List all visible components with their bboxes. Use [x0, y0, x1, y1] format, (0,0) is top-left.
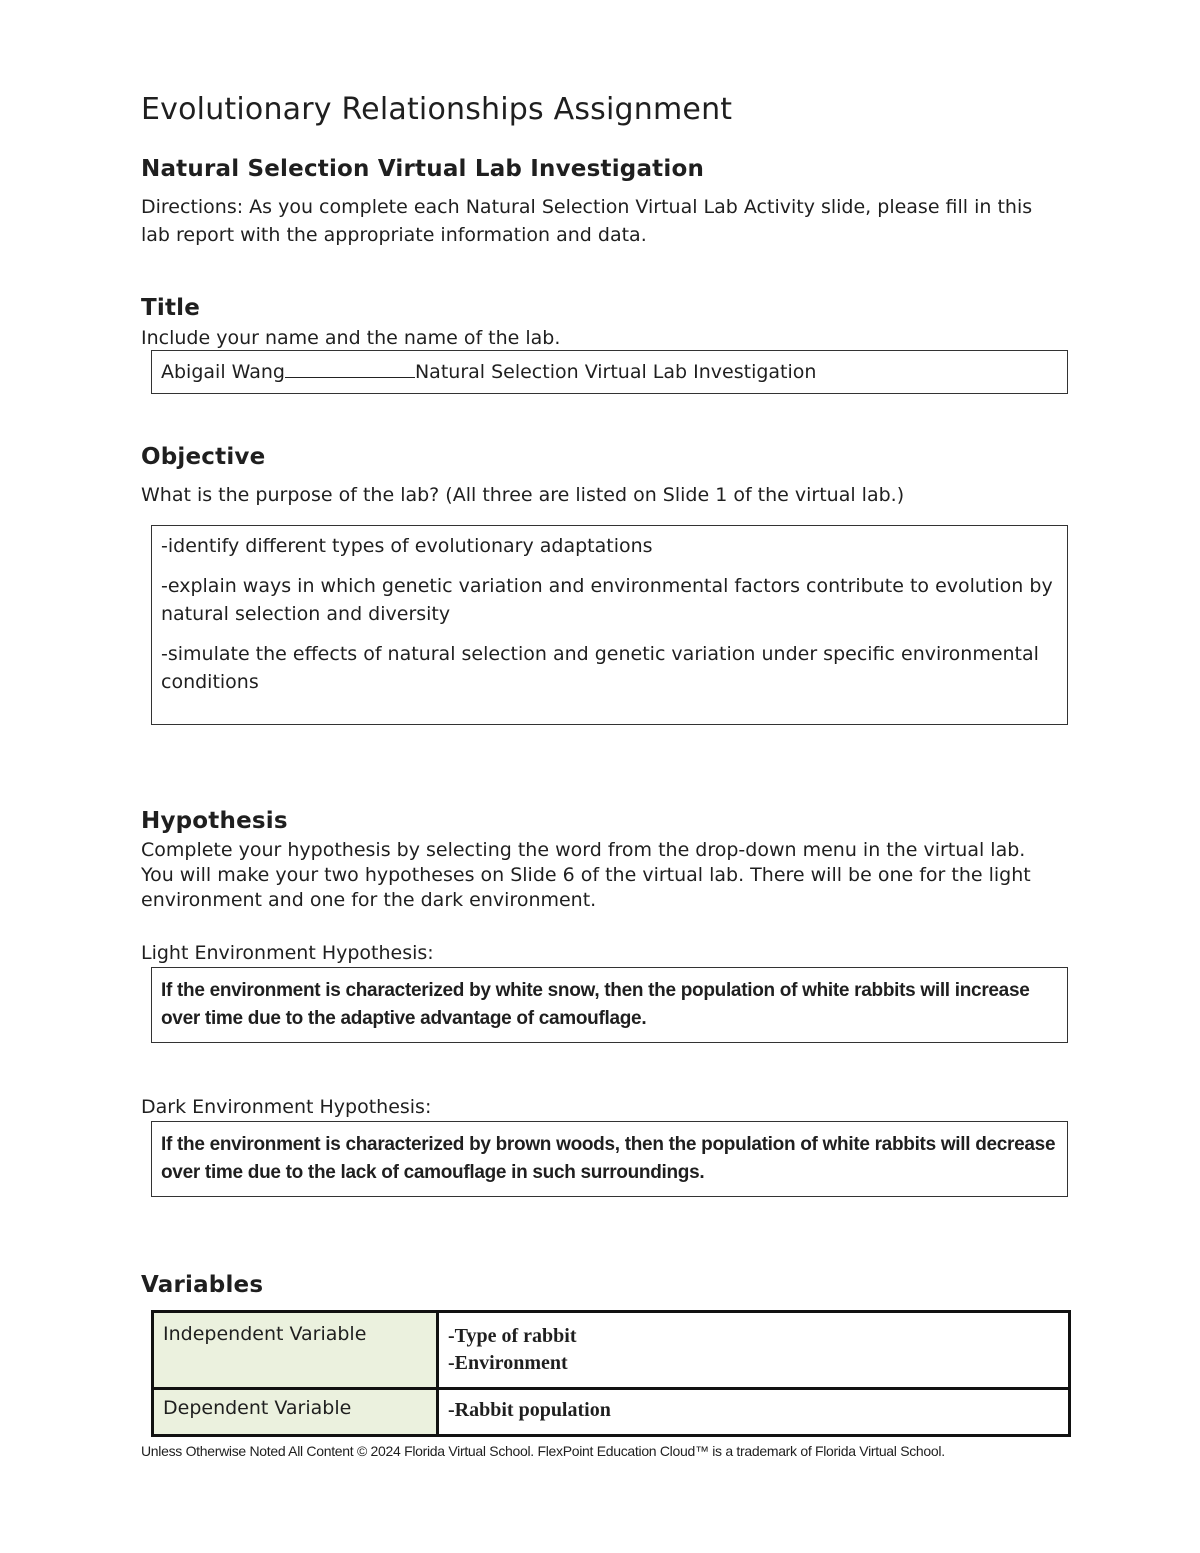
- directions-text: Directions: As you complete each Natural Selection Virtual Lab Activity slide, please fill in this lab report with the appropriate information and data.: [141, 196, 1033, 246]
- objective-heading: Objective: [141, 444, 266, 470]
- independent-value: -Type of rabbit: [448, 1325, 577, 1347]
- objective-item: -simulate the effects of natural selection and genetic variation under specific environmental conditions: [161, 643, 1039, 693]
- page-title: Evolutionary Relationships Assignment: [141, 92, 733, 127]
- objective-item: -identify different types of evolutionary adaptations: [161, 535, 653, 557]
- objective-answer-box[interactable]: [151, 525, 1068, 725]
- light-hypothesis-box[interactable]: [151, 967, 1068, 1043]
- dark-hypothesis-text: If the environment is characterized by brown woods, then the population of white rabbits will decrease over time due to the lack of camouflage in such surroundings.: [161, 1134, 1056, 1183]
- table-row: [153, 1312, 1070, 1389]
- student-name: Abigail Wang: [161, 361, 285, 383]
- objective-item: -explain ways in which genetic variation and environmental factors contribute to evolution by natural selection and diversity: [161, 575, 1053, 625]
- dependent-value: -Rabbit population: [448, 1399, 611, 1421]
- variables-heading: Variables: [141, 1272, 264, 1298]
- independent-variable-label: Independent Variable: [153, 1312, 438, 1389]
- dark-hypothesis-box[interactable]: [151, 1121, 1068, 1197]
- dark-hypothesis-label: Dark Environment Hypothesis:: [141, 1096, 432, 1118]
- light-hypothesis-text: If the environment is characterized by white snow, then the population of white rabbits will increase over time due to the adaptive advantage of camouflage.: [161, 980, 1030, 1029]
- dependent-variable-label: Dependent Variable: [153, 1389, 438, 1436]
- lab-name: Natural Selection Virtual Lab Investigation: [414, 361, 817, 383]
- table-row: [153, 1389, 1070, 1436]
- independent-value: -Environment: [448, 1352, 568, 1374]
- title-instruction: Include your name and the name of the lab.: [141, 327, 561, 349]
- hypothesis-heading: Hypothesis: [141, 808, 288, 834]
- title-heading: Title: [141, 295, 201, 321]
- objective-prompt: What is the purpose of the lab? (All three are listed on Slide 1 of the virtual lab.): [141, 484, 905, 506]
- copyright-footer: Unless Otherwise Noted All Content © 2024 Florida Virtual School. FlexPoint Education Cloud™ is a trademark of Florida Virtual School.: [141, 1443, 945, 1459]
- name-blank-line: [285, 359, 415, 378]
- dependent-variable-cell[interactable]: [438, 1389, 1070, 1436]
- lab-subtitle: Natural Selection Virtual Lab Investigation: [141, 156, 705, 182]
- hypothesis-instruction: Complete your hypothesis by selecting the word from the drop-down menu in the virtual lab. You will make your two hypotheses on Slide 6 of the virtual lab. There will be one for the light environment and one for the dark environment.: [141, 839, 1031, 911]
- independent-variable-cell[interactable]: [438, 1312, 1070, 1389]
- light-hypothesis-label: Light Environment Hypothesis:: [141, 942, 434, 964]
- variables-table: [151, 1310, 1071, 1437]
- title-answer-box[interactable]: [151, 350, 1068, 394]
